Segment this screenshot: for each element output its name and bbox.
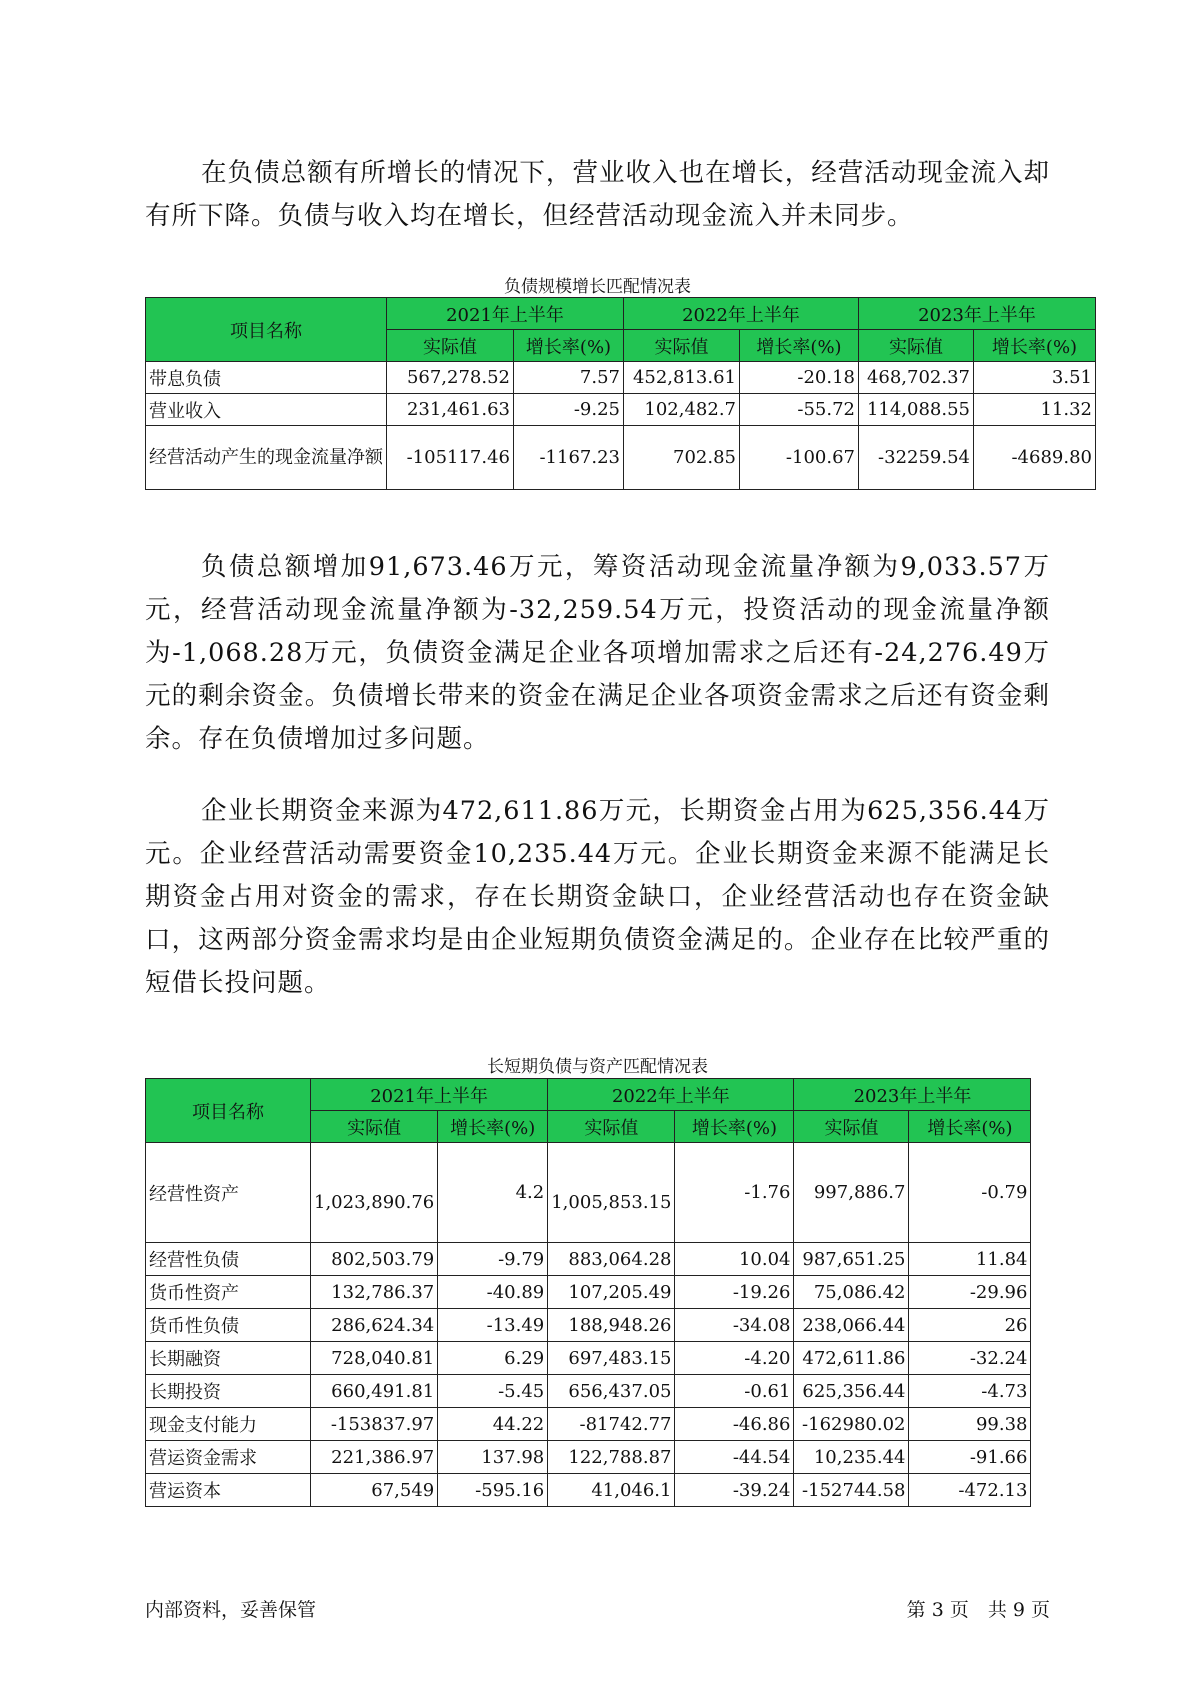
table-cell: 132,786.37 [311,1276,438,1309]
row-label: 现金支付能力 [146,1408,311,1441]
table-cell: -100.67 [740,426,859,490]
table1-caption: 负债规模增长匹配情况表 [504,277,691,297]
table-cell: 656,437.05 [548,1375,675,1408]
table-cell: 997,886.7 [794,1143,909,1243]
table-cell: -1.76 [675,1143,794,1243]
table-cell: 883,064.28 [548,1243,675,1276]
header-actual-value: 实际值 [548,1111,675,1143]
table-cell: 221,386.97 [311,1441,438,1474]
table-cell: 41,046.1 [548,1474,675,1507]
header-actual-value: 实际值 [859,330,974,362]
table-row [146,1375,1031,1408]
table-row [146,362,1096,394]
table-cell: 987,651.25 [794,1243,909,1276]
table-cell: -0.61 [675,1375,794,1408]
table-cell: 75,086.42 [794,1276,909,1309]
table-cell: 3.51 [974,362,1096,394]
table-row [146,1143,1031,1243]
header-growth-rate: 增长率(%) [740,330,859,362]
table-cell: 1,005,853.15 [548,1143,675,1243]
debt-growth-table [145,297,1096,490]
table-cell: 802,503.79 [311,1243,438,1276]
table-row [146,1243,1031,1276]
table-cell: -9.79 [438,1243,548,1276]
table-cell: -19.26 [675,1276,794,1309]
table-cell: 10.04 [675,1243,794,1276]
table-cell: 122,788.87 [548,1441,675,1474]
table-row [146,1276,1031,1309]
header-period-2021: 2021年上半年 [387,298,624,330]
table-cell: 44.22 [438,1408,548,1441]
table-cell: 452,813.61 [624,362,740,394]
table-cell: 10,235.44 [794,1441,909,1474]
header-period-2021: 2021年上半年 [311,1079,548,1111]
header-growth-rate: 增长率(%) [514,330,624,362]
table-cell: 4.2 [438,1143,548,1243]
table-cell: -40.89 [438,1276,548,1309]
table-cell: 238,066.44 [794,1309,909,1342]
table-cell: 137.98 [438,1441,548,1474]
table-cell: -81742.77 [548,1408,675,1441]
table-cell: 567,278.52 [387,362,514,394]
page-number: 第 3 页 共 9 页 [906,1599,1050,1621]
header-growth-rate: 增长率(%) [675,1111,794,1143]
header-item-name: 项目名称 [146,298,387,362]
table-row [146,1309,1031,1342]
header-actual-value: 实际值 [387,330,514,362]
table-cell: 107,205.49 [548,1276,675,1309]
header-actual-value: 实际值 [624,330,740,362]
table-cell: 468,702.37 [859,362,974,394]
row-label: 营运资本 [146,1474,311,1507]
header-period-2023: 2023年上半年 [859,298,1096,330]
table-cell: 11.32 [974,394,1096,426]
table-cell: -20.18 [740,362,859,394]
table-cell: 625,356.44 [794,1375,909,1408]
table-cell: 6.29 [438,1342,548,1375]
row-label: 经营活动产生的现金流量净额 [146,426,387,490]
table-cell: 660,491.81 [311,1375,438,1408]
table-cell: -91.66 [909,1441,1031,1474]
table-row [146,1408,1031,1441]
row-label: 经营性资产 [146,1143,311,1243]
table-cell: -29.96 [909,1276,1031,1309]
table-cell: -0.79 [909,1143,1031,1243]
footer-confidential-note: 内部资料，妥善保管 [145,1599,317,1621]
table-cell: -55.72 [740,394,859,426]
header-growth-rate: 增长率(%) [438,1111,548,1143]
table-cell: 26 [909,1309,1031,1342]
row-label: 营运资金需求 [146,1441,311,1474]
table-cell: 702.85 [624,426,740,490]
header-period-2022: 2022年上半年 [624,298,859,330]
table-row [146,1474,1031,1507]
row-label: 货币性负债 [146,1309,311,1342]
table-cell: -472.13 [909,1474,1031,1507]
table-cell: 188,948.26 [548,1309,675,1342]
table-cell: 67,549 [311,1474,438,1507]
header-period-2023: 2023年上半年 [794,1079,1031,1111]
table-cell: 286,624.34 [311,1309,438,1342]
row-label: 长期投资 [146,1375,311,1408]
table-cell: 102,482.7 [624,394,740,426]
header-item-name: 项目名称 [146,1079,311,1143]
paragraph-2: 负债总额增加91,673.46万元，筹资活动现金流量净额为9,033.57万元，经营活动现金流量净额为-32,259.54万元，投资活动的现金流量净额为-1,068.28万元，负债资金满足企业各项增加需求之后还有-24,276.49万元的剩余资金。负债增长带来的资金在满足企业各项资金需求之后还有资金剩余。存在负债增加过多问题。 [145,552,1050,754]
table-cell: 472,611.86 [794,1342,909,1375]
table-cell: 7.57 [514,362,624,394]
row-label: 长期融资 [146,1342,311,1375]
table-row [146,426,1096,490]
table-cell: 11.84 [909,1243,1031,1276]
table-cell: 99.38 [909,1408,1031,1441]
paragraph-3: 企业长期资金来源为472,611.86万元，长期资金占用为625,356.44万元。企业经营活动需要资金10,235.44万元。企业长期资金来源不能满足长期资金占用对资金的需求，存在长期资金缺口，企业经营活动也存在资金缺口，这两部分资金需求均是由企业短期负债资金满足的。企业存在比较严重的短借长投问题。 [145,796,1050,998]
table-cell: 697,483.15 [548,1342,675,1375]
table-row [146,394,1096,426]
table-cell: -34.08 [675,1309,794,1342]
table-cell: -1167.23 [514,426,624,490]
table-cell: -152744.58 [794,1474,909,1507]
table-cell: -4689.80 [974,426,1096,490]
row-label: 带息负债 [146,362,387,394]
table-row [146,1342,1031,1375]
row-label: 经营性负债 [146,1243,311,1276]
table-cell: -46.86 [675,1408,794,1441]
paragraph-1: 在负债总额有所增长的情况下，营业收入也在增长，经营活动现金流入却有所下降。负债与收入均在增长，但经营活动现金流入并未同步。 [145,158,1050,231]
header-actual-value: 实际值 [311,1111,438,1143]
header-growth-rate: 增长率(%) [974,330,1096,362]
table-cell: 231,461.63 [387,394,514,426]
asset-liability-match-table [145,1078,1031,1507]
header-growth-rate: 增长率(%) [909,1111,1031,1143]
table-cell: 728,040.81 [311,1342,438,1375]
table-cell: -44.54 [675,1441,794,1474]
table-row [146,1441,1031,1474]
row-label: 营业收入 [146,394,387,426]
header-period-2022: 2022年上半年 [548,1079,794,1111]
table-cell: -162980.02 [794,1408,909,1441]
table-cell: -595.16 [438,1474,548,1507]
table-cell: -105117.46 [387,426,514,490]
table-cell: -32.24 [909,1342,1031,1375]
table2-caption: 长短期负债与资产匹配情况表 [487,1057,708,1077]
table-cell: -153837.97 [311,1408,438,1441]
table-cell: -39.24 [675,1474,794,1507]
table-cell: -4.20 [675,1342,794,1375]
table-cell: 1,023,890.76 [311,1143,438,1243]
row-label: 货币性资产 [146,1276,311,1309]
table-cell: -5.45 [438,1375,548,1408]
table-cell: -13.49 [438,1309,548,1342]
table-cell: -32259.54 [859,426,974,490]
table-cell: -9.25 [514,394,624,426]
table-cell: 114,088.55 [859,394,974,426]
table-cell: -4.73 [909,1375,1031,1408]
header-actual-value: 实际值 [794,1111,909,1143]
